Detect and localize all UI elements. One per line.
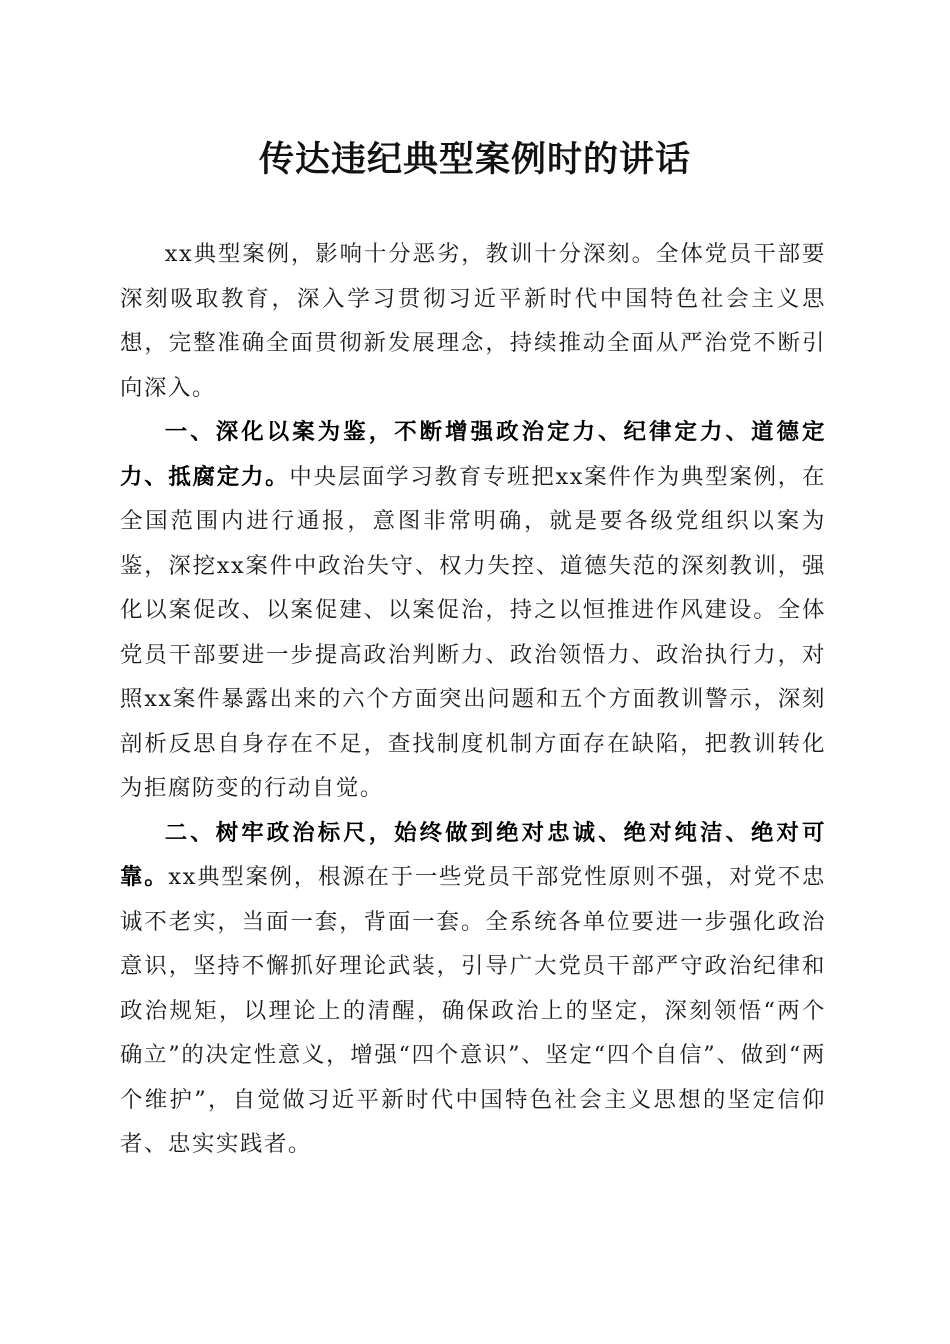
paragraph-text: 中央层面学习教育专班把xx案件作为典型案例，在全国范围内进行通报，意图非常明确，就是要各级党组织以案为鉴，深挖xx案件中政治失守、权力失控、道德失范的深刻教训，强化以案促改、以案促建、以案促治，持之以恒推进作风建设。全体党员干部要进一步提高政治判断力、政治领悟力、政治执行力，对照xx案件暴露出来的六个方面突出问题和五个方面教训警示，深刻剖析反思自身存在不足，查找制度机制方面存在缺陷，把教训转化为拒腐防变的行动自觉。 xyxy=(120,463,826,801)
page-title: 传达违纪典型案例时的讲话 xyxy=(258,139,691,180)
section-heading: 一、深化以案为鉴，不断增强政治定力、纪律定力、道德定力、抵腐定力。 xyxy=(120,419,826,490)
paragraph-text: xx典型案例，影响十分恶劣，教训十分深刻。全体党员干部要深刻吸取教育，深入学习贯彻习近平新时代中国特色社会主义思想，完整准确全面贯彻新发展理念，持续推动全面从严治党不断引向深入。 xyxy=(120,241,826,401)
paragraph-text: xx典型案例，根源在于一些党员干部党性原则不强，对党不忠诚不老实，当面一套，背面一套。全系统各单位要进一步强化政治意识，坚持不懈抓好理论武装，引导广大党员干部严守政治纪律和政治规矩，以理论上的清醒，确保政治上的坚定，深刻领悟“两个确立”的决定性意义，增强“四个意识”、坚定“四个自信”、做到“两个维护”，自觉做习近平新时代中国特色社会主义思想的坚定信仰者、忠实实践者。 xyxy=(120,864,826,1157)
document-body xyxy=(120,232,826,1167)
section-heading: 二、树牢政治标尺，始终做到绝对忠诚、绝对纯洁、绝对可靠。 xyxy=(120,819,826,890)
paragraph-intro xyxy=(120,232,826,410)
paragraph-section-2 xyxy=(120,811,826,1167)
paragraph-section-1 xyxy=(120,410,826,811)
